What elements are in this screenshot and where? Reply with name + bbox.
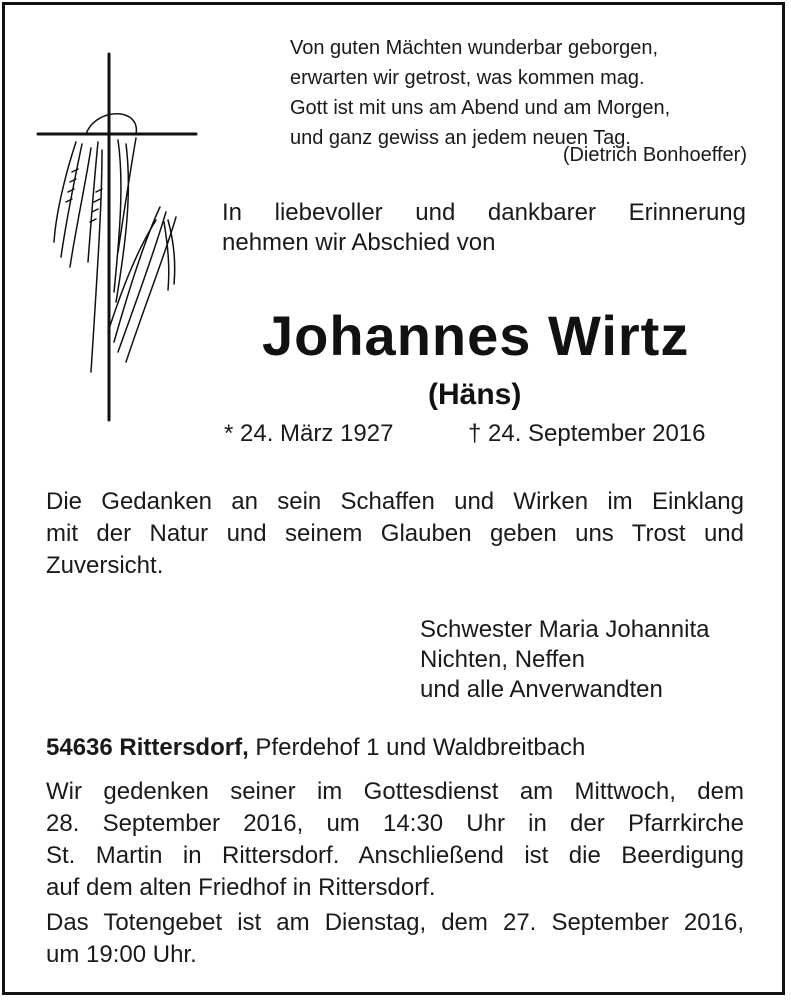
- prayer-paragraph: [46, 907, 744, 971]
- intro-text: [222, 198, 746, 258]
- mourner-line: und alle Anverwandten: [420, 676, 663, 703]
- service-line: St. Martin in Rittersdorf. Anschließend ist die Beerdigung: [46, 842, 744, 869]
- service-line: 28. September 2016, um 14:30 Uhr in der Pfarrkirche: [46, 810, 744, 837]
- thoughts-line: Die Gedanken an sein Schaffen und Wirken im Einklang: [46, 488, 744, 515]
- quote-line: Von guten Mächten wunderbar geborgen,: [290, 37, 659, 59]
- mourners-list: [420, 615, 709, 705]
- prayer-line: Das Totengebet ist am Dienstag, dem 27. September 2016,: [46, 909, 744, 936]
- thoughts-line: Zuversicht.: [46, 552, 164, 579]
- service-line: auf dem alten Friedhof in Rittersdorf.: [46, 874, 436, 901]
- quote-author: (Dietrich Bonhoeffer): [562, 144, 747, 166]
- quote-line: und ganz gewiss an jedem neuen Tag.: [290, 127, 631, 149]
- deceased-name: Johannes Wirtz: [262, 304, 690, 367]
- address-rest: Pferdehof 1 und Waldbreitbach: [248, 734, 586, 761]
- quote-line: erwarten wir getrost, was kommen mag.: [290, 67, 645, 89]
- service-line: Wir gedenken seiner im Gottesdienst am Mittwoch, dem: [46, 778, 744, 805]
- death-date: † 24. September 2016: [468, 420, 706, 447]
- birth-date: * 24. März 1927: [224, 420, 394, 447]
- intro-line: In liebevoller und dankbarer Erinnerung: [222, 199, 746, 226]
- quote-line: Gott ist mit uns am Abend und am Morgen,: [290, 97, 671, 119]
- mourner-line: Schwester Maria Johannita: [420, 616, 710, 643]
- service-paragraph: [46, 776, 744, 904]
- thoughts-paragraph: [46, 486, 744, 582]
- cross-with-wheat-icon: [36, 52, 200, 424]
- mourner-line: Nichten, Neffen: [420, 646, 585, 673]
- intro-line: nehmen wir Abschied von: [222, 229, 496, 256]
- deceased-nickname: (Häns): [428, 378, 522, 411]
- prayer-line: um 19:00 Uhr.: [46, 941, 197, 968]
- address-place: 54636 Rittersdorf,: [46, 734, 249, 761]
- bonhoeffer-quote: [290, 33, 670, 153]
- thoughts-line: mit der Natur und seinem Glauben geben uns Trost und: [46, 520, 744, 547]
- address-line: [46, 734, 585, 762]
